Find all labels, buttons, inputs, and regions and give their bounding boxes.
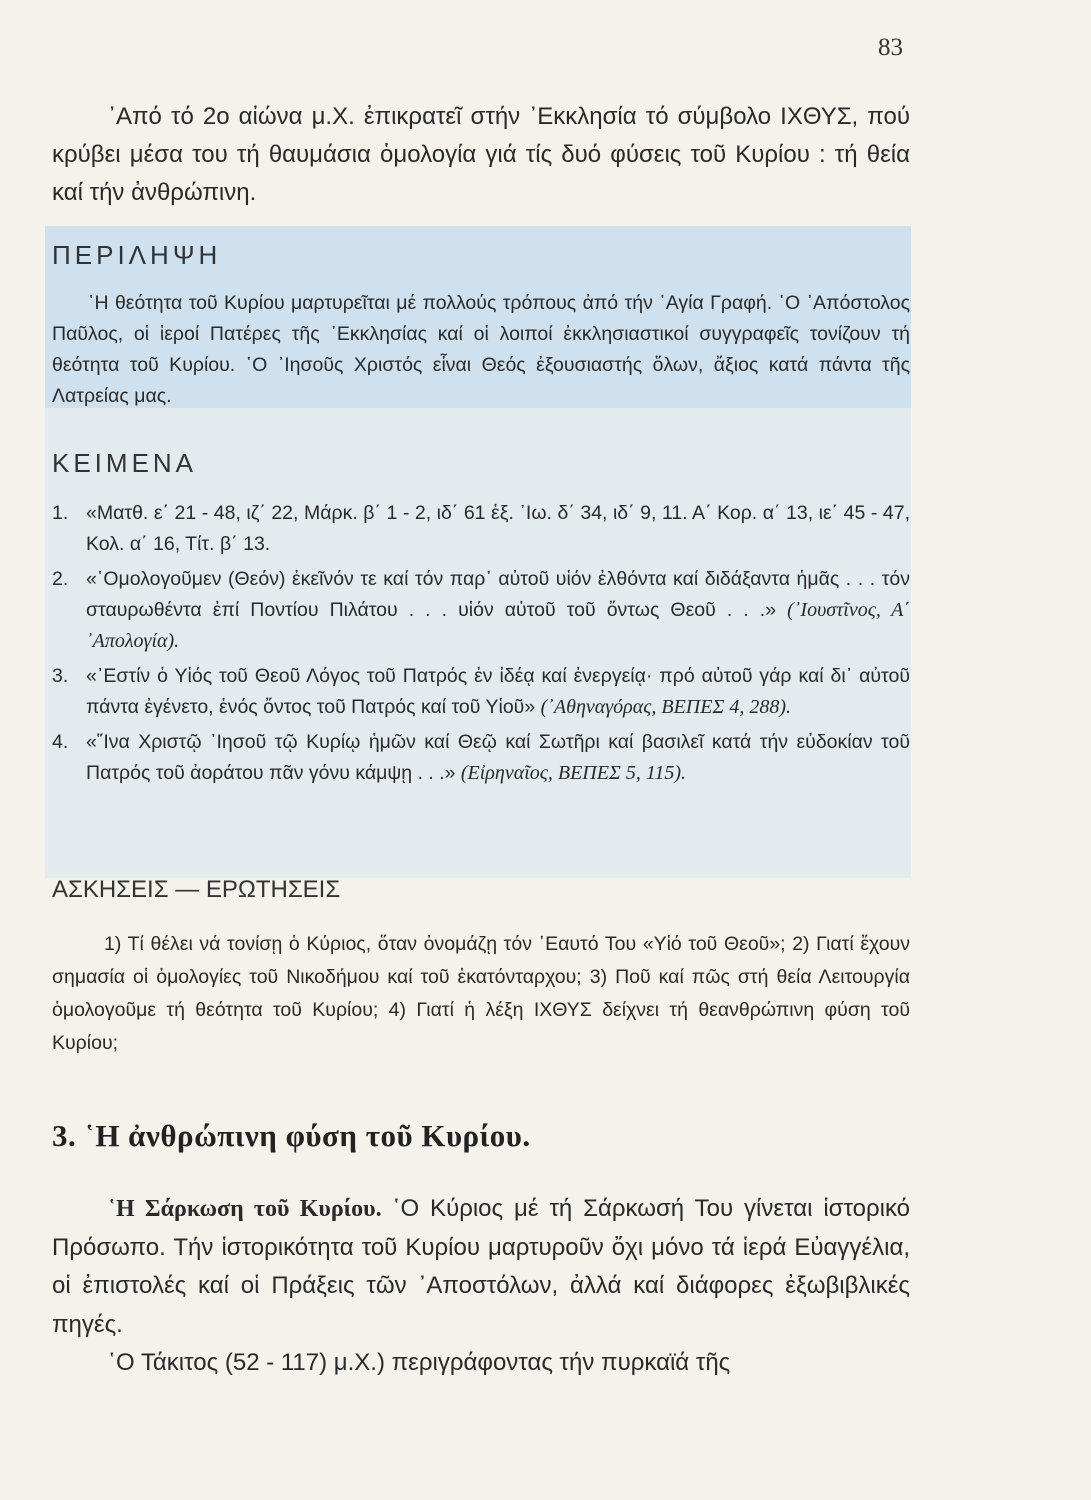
exercises-heading: ΑΣΚΗΣΕΙΣ — ΕΡΩΤΗΣΕΙΣ	[52, 876, 341, 903]
item-number: 1.	[52, 502, 69, 524]
item-source: (᾿Αθηναγόρας, ΒΕΠΕΣ 4, 288).	[540, 696, 791, 718]
item-body	[86, 564, 910, 657]
item-number: 3.	[52, 665, 69, 687]
item-text: «῾Ομολογοῦμεν (Θεόν) ἐκεῖνόν τε καί τόν παρ᾿ αὐτοῦ υἱόν ἐλθόντα καί διδάξαντα ἡμᾶς . . . τόν σταυρωθέντα ἐπί Ποντίου Πιλάτου . . . υἱόν αὐτοῦ τοῦ ὄντως Θεοῦ . . .»	[86, 568, 910, 621]
section-paragraph	[52, 1190, 910, 1344]
section-paragraph: ῾Ο Τάκιτος (52 - 117) μ.Χ.) περιγράφοντας τήν πυρκαϊά τῆς	[108, 1349, 731, 1376]
list-item	[52, 564, 910, 657]
summary-heading: ΠΕΡΙΛΗΨΗ	[52, 240, 222, 270]
item-number: 2.	[52, 568, 69, 590]
summary-text: ῾Η θεότητα τοῦ Κυρίου μαρτυρεῖται μέ πολλούς τρόπους ἀπό τήν ῾Αγία Γραφή. ῾Ο ᾿Απόστολος Παῦλος, οἱ ἱεροί Πατέρες τῆς ᾿Εκκλησίας καί οἱ λοιποί ἐκκλησιαστικοί συγγραφεῖς τονίζουν τή θεότητα τοῦ Κυρίου. ῾Ο ᾿Ιησοῦς Χριστός εἶναι Θεός ἐξουσιαστής ὅλων, ἄξιος κατά πάντα τῆς Λατρείας μας.	[52, 292, 910, 407]
item-text: «῞Ινα Χριστῷ ᾿Ιησοῦ τῷ Κυρίῳ ἡμῶν καί Θεῷ καί Σωτῆρι καί βασιλεῖ κατά τήν εὐδοκίαν τοῦ Πατρός τοῦ ἀοράτου πᾶν γόνυ κάμψῃ . . .»	[86, 731, 910, 784]
texts-list	[52, 498, 910, 793]
intro-paragraph	[52, 98, 910, 212]
item-body	[86, 661, 910, 723]
item-source: (Εἰρηναῖος, ΒΕΠΕΣ 5, 115).	[460, 762, 687, 784]
item-text: «Ματθ. ε΄ 21 - 48, ιζ΄ 22, Μάρκ. β΄ 1 - 2, ιδ΄ 61 ἑξ. ᾿Ιω. δ΄ 34, ιδ΄ 9, 11. Α΄ Κορ. α΄ 13, ιε΄ 45 - 47, Κολ. α΄ 16, Τίτ. β΄ 13.	[86, 502, 910, 555]
section-paragraph-text: ῾Ο Κύριος μέ τή Σάρκωσή Του γίνεται ἱστορικό Πρόσωπο. Τήν ἱστορικότητα τοῦ Κυρίου μαρτυροῦν ὄχι μόνο τά ἱερά Εὐαγγέλια, οἱ ἐπιστολές καί οἱ Πράξεις τῶν ᾿Αποστόλων, ἀλλά καί διάφορες ἐξωβιβλικές πηγές.	[52, 1195, 910, 1338]
list-item	[52, 727, 910, 789]
item-body	[86, 727, 910, 789]
item-text: «᾿Εστίν ὁ Υἱός τοῦ Θεοῦ Λόγος τοῦ Πατρός ἐν ἰδέᾳ καί ἐνεργείᾳ· πρό αὐτοῦ γάρ καί δι᾿ αὐτοῦ πάντα ἐγένετο, ἑνός ὄντος τοῦ Πατρός καί τοῦ Υἱοῦ»	[86, 665, 910, 718]
item-body	[86, 498, 910, 560]
item-number: 4.	[52, 731, 69, 753]
page-number: 83	[878, 34, 903, 61]
item-source: (᾿Ιουστῖνος, Α΄ ᾿Απολογία).	[86, 599, 910, 652]
list-item	[52, 498, 910, 560]
exercises-text: 1) Τί θέλει νά τονίσῃ ὁ Κύριος, ὅταν ὀνομάζῃ τόν ῾Εαυτό Του «Υἱό τοῦ Θεοῦ»; 2) Γιατί ἔχουν σημασία οἱ ὁμολογίες τοῦ Νικοδήμου καί τοῦ ἑκατόνταρχου; 3) Ποῦ καί πῶς στή θεία Λειτουργία ὁμολογοῦμε τή θεότητα τοῦ Κυρίου; 4) Γιατί ἡ λέξη ΙΧΘΥΣ δείχνει τή θεανθρώπινη φύση τοῦ Κυρίου;	[52, 933, 910, 1054]
section-body	[52, 1190, 910, 1383]
section-title: 3. ῾Η ἀνθρώπινη φύση τοῦ Κυρίου.	[52, 1118, 531, 1153]
intro-text: ᾿Από τό 2ο αἰώνα μ.Χ. ἐπικρατεῖ στήν ᾿Εκκλησία τό σύμβολο ΙΧΘΥΣ, πού κρύβει μέσα του τή θαυμάσια ὁμολογία γιά τίς δυό φύσεις τοῦ Κυρίου : τή θεία καί τήν ἀνθρώπινη.	[52, 103, 910, 206]
section-lead: ῾Η Σάρκωση τοῦ Κυρίου.	[108, 1196, 382, 1222]
texts-heading: ΚΕΙΜΕΝΑ	[52, 448, 198, 478]
list-item	[52, 661, 910, 723]
